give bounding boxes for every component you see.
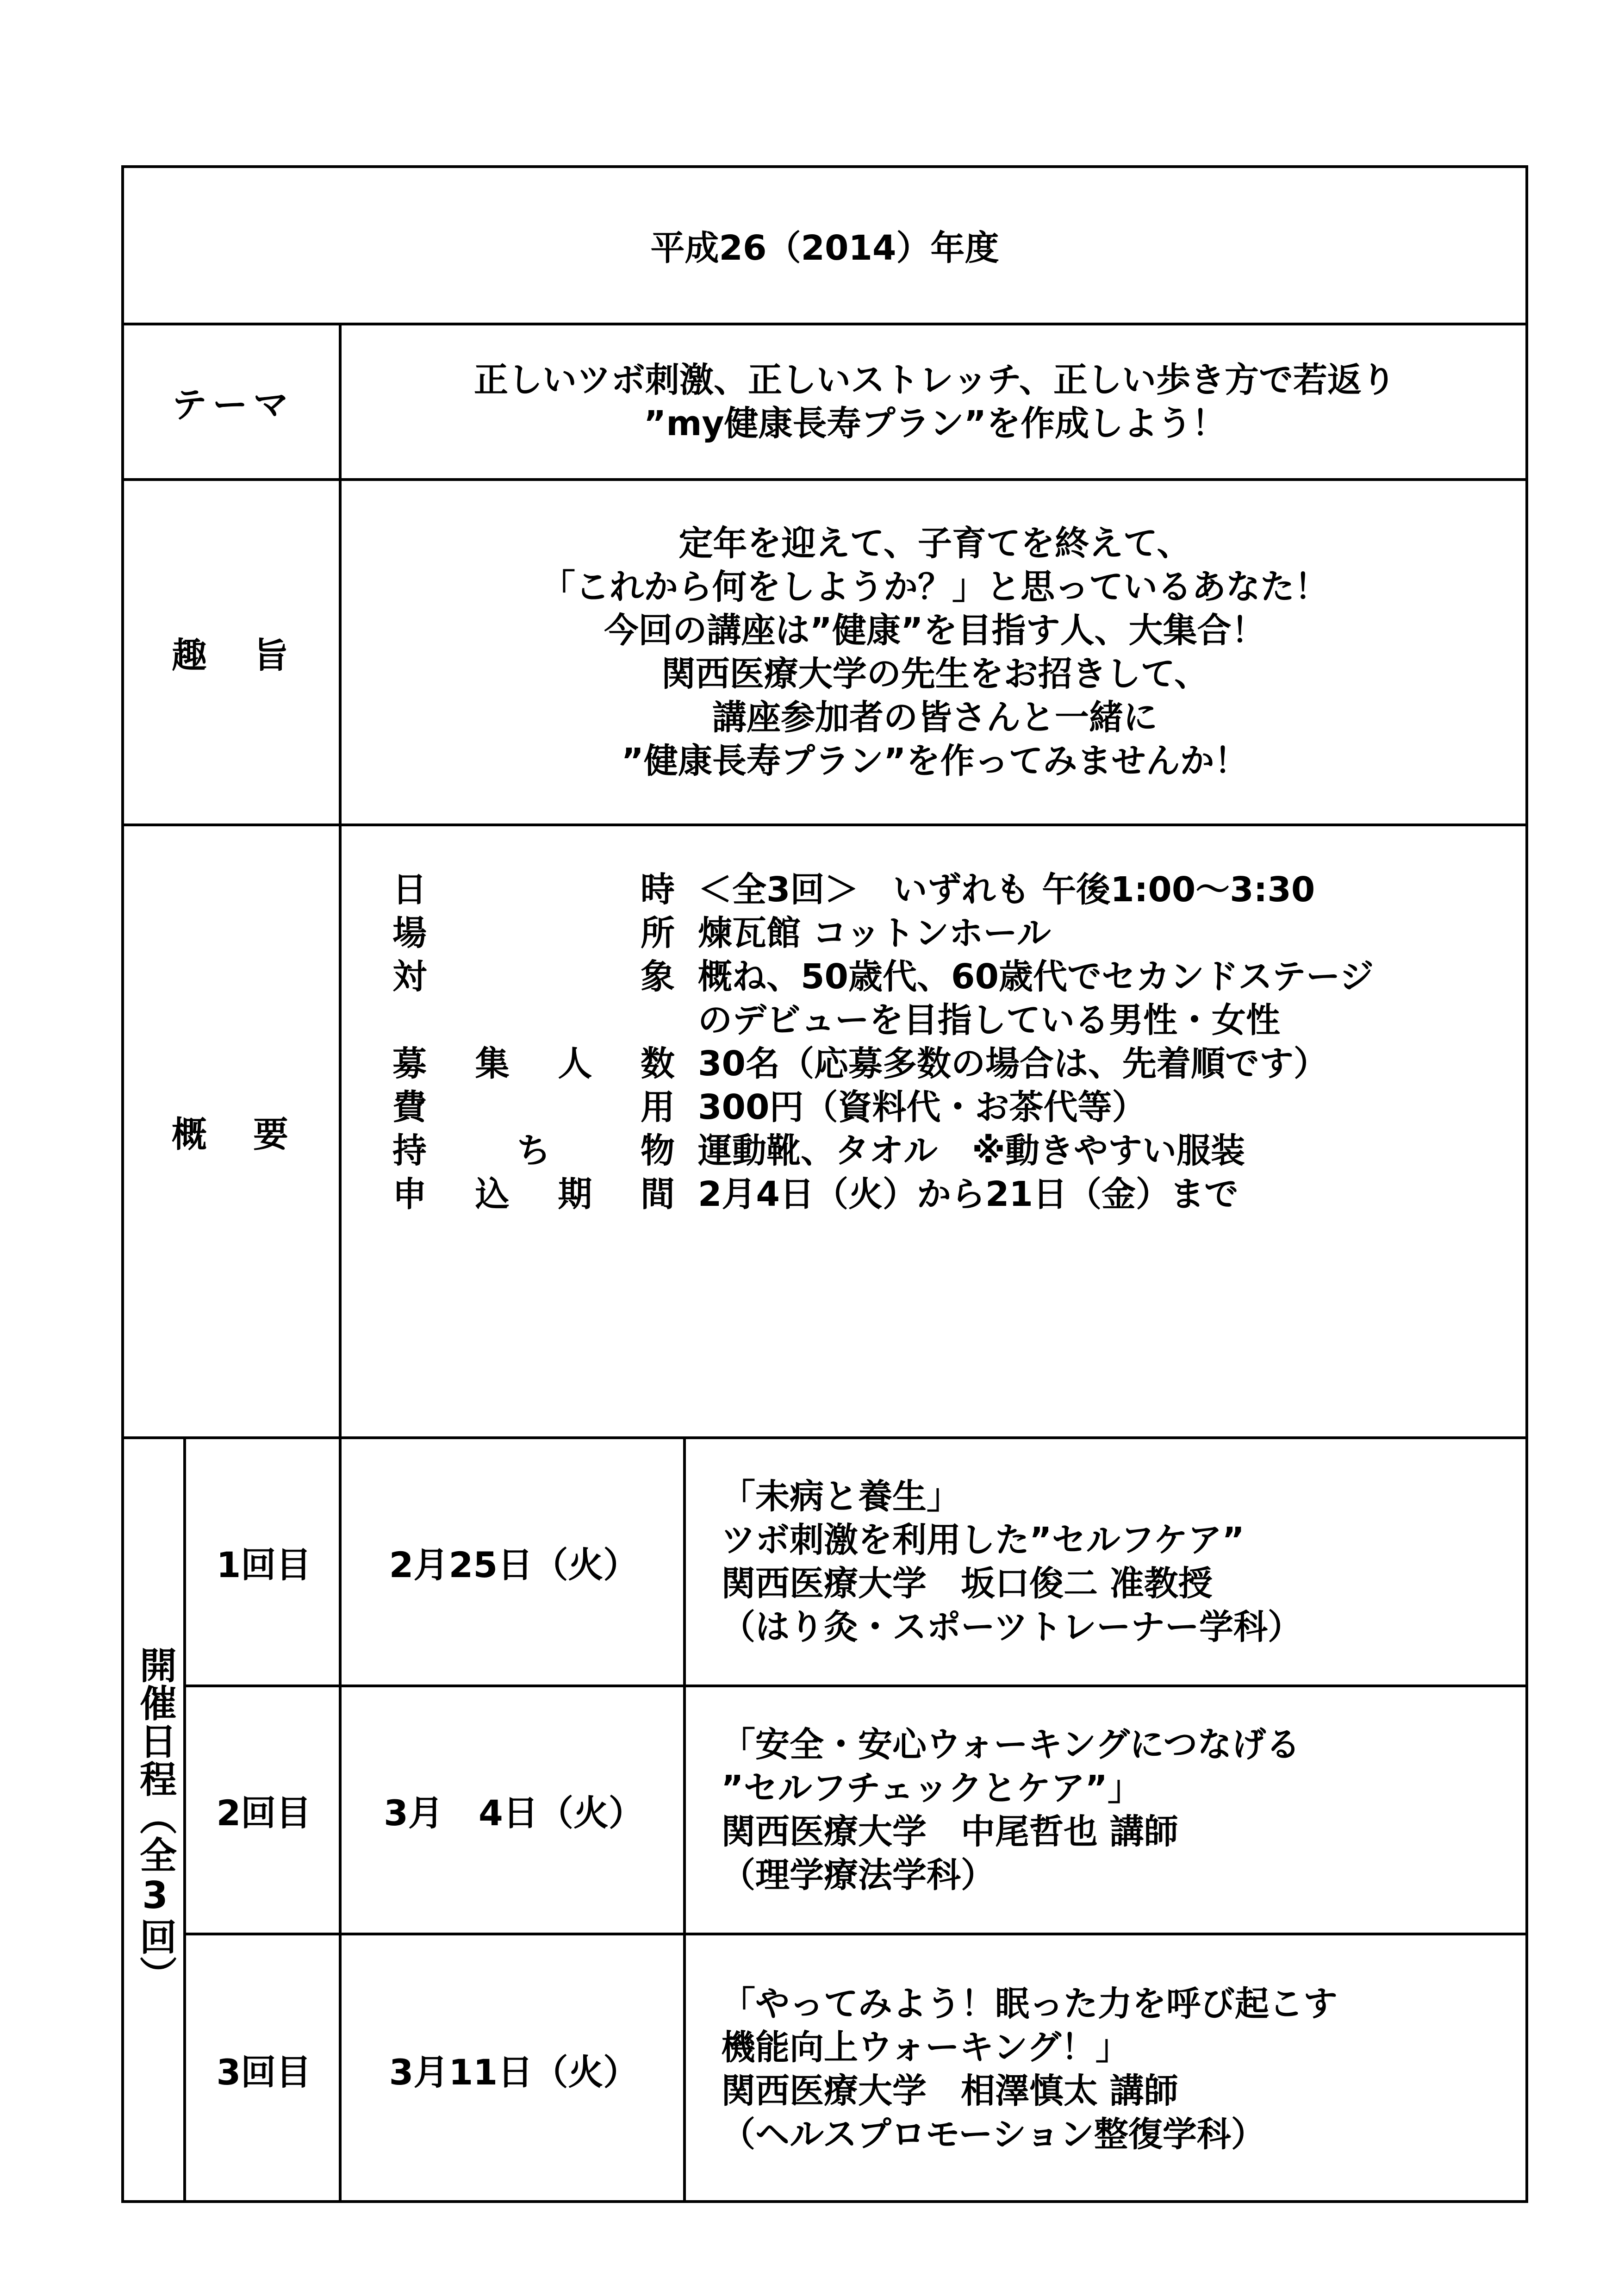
overview-row <box>392 998 1528 1042</box>
session-line: 「未病と養生」 <box>721 1477 961 1516</box>
session-line: （ヘルスプロモーション整復学科） <box>721 2115 1265 2154</box>
purpose-line: ”健康長寿プラン”を作ってみませんか！ <box>621 741 1249 781</box>
overview-row <box>392 911 1528 955</box>
session-number: 2回目 <box>216 1792 311 1834</box>
overview-row <box>392 1086 1528 1129</box>
overview-label: 概 要 <box>172 1113 294 1155</box>
overview-value: 300円（資料代・お茶代等） <box>698 1087 1146 1127</box>
overview-key <box>392 911 698 955</box>
overview-key-char: 持 <box>392 1131 427 1171</box>
purpose-line: 関西医療大学の先生をお招きして、 <box>661 654 1209 694</box>
overview-key <box>392 1086 698 1129</box>
overview-key-char: 場 <box>392 913 427 953</box>
overview-key <box>392 998 698 1042</box>
overview-key-char: 日 <box>392 870 427 910</box>
session-date: 3月 4日（火） <box>384 1792 644 1834</box>
overview-key-char: 人 <box>558 1044 592 1084</box>
overview-row <box>392 1129 1528 1173</box>
session-line: （理学療法学科） <box>721 1855 995 1895</box>
overview-value: 2月4日（火）から21日（金）まで <box>698 1174 1238 1214</box>
overview-key-char: 申 <box>392 1174 427 1214</box>
session-line: 「安全・安心ウォーキングにつなげる <box>721 1725 1301 1765</box>
label-column-divider <box>339 323 342 1439</box>
session-line: ”セルフチェックとケア”」 <box>721 1768 1142 1808</box>
purpose-line: 講座参加者の皆さんと一緒に <box>712 698 1157 737</box>
session-line: 関西医療大学 中尾哲也 講師 <box>721 1812 1178 1852</box>
overview-key-char: 集 <box>475 1044 510 1084</box>
overview-key-char: 対 <box>392 957 427 997</box>
session-number: 3回目 <box>216 2051 311 2093</box>
overview-key <box>392 1129 698 1173</box>
overview-key-char: 時 <box>641 870 675 910</box>
purpose-line: 定年を迎えて、子育てを終えて、 <box>678 524 1191 563</box>
theme-line: ”my健康長寿プラン”を作成しよう！ <box>643 404 1226 443</box>
info-table <box>121 165 1528 2203</box>
overview-key-char: 込 <box>475 1174 510 1214</box>
session-description <box>686 1439 1528 1685</box>
overview-key-char: 用 <box>641 1087 675 1127</box>
overview-key-char: 数 <box>640 1044 675 1084</box>
overview-value: 煉瓦館 コットンホール <box>698 913 1051 953</box>
session-description <box>686 1935 1528 2203</box>
overview-content <box>342 826 1528 1436</box>
session-line: （はり灸・スポーツトレーナー学科） <box>721 1607 1302 1647</box>
schedule-label <box>124 1436 186 2203</box>
session-date: 2月25日（火） <box>389 1544 639 1585</box>
overview-key-char: 間 <box>640 1174 675 1214</box>
fiscal-year-title: 平成26（2014）年度 <box>650 228 999 268</box>
theme-line: 正しいツボ刺激、正しいストレッチ、正しい歩き方で若返り <box>473 360 1396 400</box>
overview-key-char: ち <box>517 1131 551 1171</box>
overview-key-char: 象 <box>641 957 675 997</box>
overview-row <box>392 1173 1528 1216</box>
overview-value: のデビューを目指している男性・女性 <box>698 1000 1280 1040</box>
session-number: 1回目 <box>216 1544 311 1585</box>
session-line: 機能向上ウォーキング！」 <box>721 2028 1130 2067</box>
overview-value: ＜全3回＞ いずれも 午後1:00〜3:30 <box>698 870 1315 910</box>
purpose-line: 「これから何をしようか？」と思っているあなた！ <box>541 567 1329 607</box>
overview-key-char: 費 <box>392 1087 427 1127</box>
theme-content <box>342 325 1528 478</box>
purpose-label: 趣 旨 <box>172 634 294 676</box>
session-line: 関西医療大学 坂口俊二 准教授 <box>721 1564 1213 1603</box>
overview-key-char: 募 <box>392 1044 427 1084</box>
overview-key <box>392 1042 698 1086</box>
theme-label: テーマ <box>172 384 294 425</box>
session-line: 関西医療大学 相澤慎太 講師 <box>721 2071 1178 2111</box>
session-description <box>686 1687 1528 1933</box>
overview-key-char: 期 <box>558 1174 592 1214</box>
overview-key <box>392 955 698 998</box>
session-line: 「やってみよう！眠った力を呼び起こす <box>721 1984 1338 2024</box>
overview-value: 30名（応募多数の場合は、先着順です） <box>698 1044 1328 1084</box>
session-line: ツボ刺激を利用した”セルフケア” <box>721 1520 1245 1560</box>
overview-row <box>392 1042 1528 1086</box>
overview-key <box>392 868 698 911</box>
schedule-label-text: 開催日程（全3回） <box>133 1646 177 1994</box>
overview-key <box>392 1173 698 1216</box>
overview-key-char: 所 <box>641 913 675 953</box>
purpose-line: 今回の講座は”健康”を目指す人、大集合！ <box>604 611 1266 650</box>
purpose-content <box>342 481 1528 824</box>
overview-value: 概ね、50歳代、60歳代でセカンドステージ <box>698 957 1374 997</box>
overview-row <box>392 868 1528 911</box>
overview-key-char: 物 <box>641 1131 675 1171</box>
overview-value: 運動靴、タオル ※動きやすい服装 <box>698 1131 1245 1171</box>
overview-row <box>392 955 1528 998</box>
session-date: 3月11日（火） <box>389 2051 639 2093</box>
